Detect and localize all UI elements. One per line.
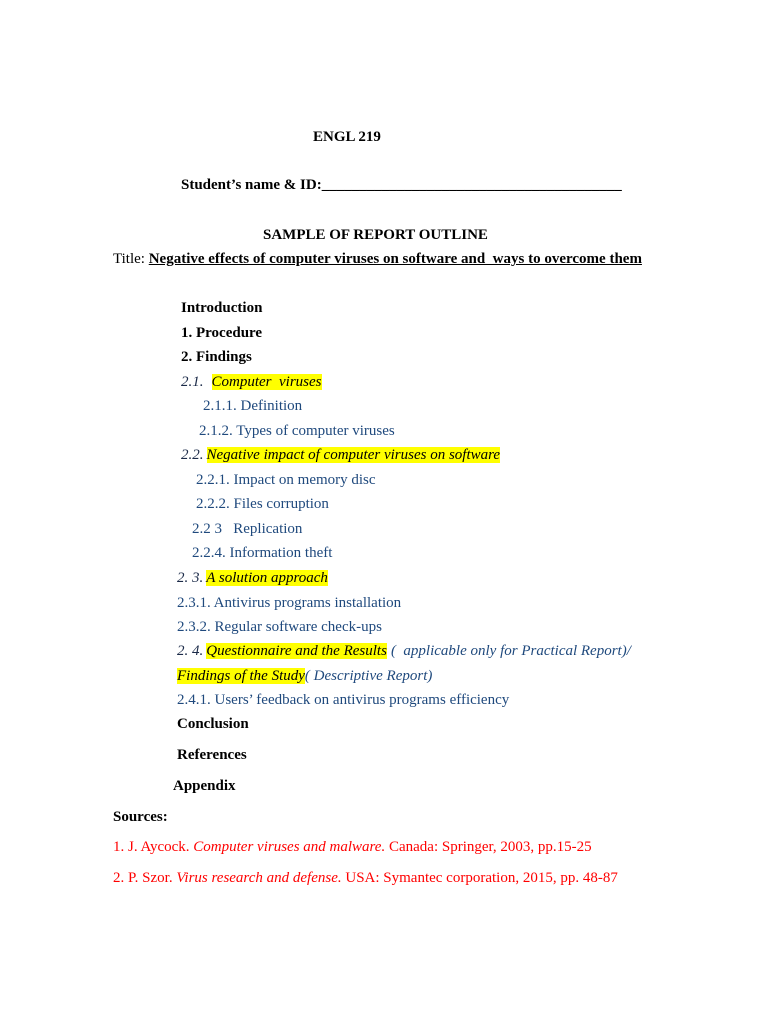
source-details: USA: Symantec corporation, 2015, pp. 48-87 xyxy=(341,870,618,886)
outline-item-2-3-2: 2.3.2. Regular software check-ups xyxy=(177,619,382,635)
report-title-line xyxy=(113,249,642,269)
section-number: 2.2. xyxy=(181,447,204,463)
outline-section-2-4-alt xyxy=(177,666,432,686)
outline-conclusion: Conclusion xyxy=(177,716,249,732)
highlighted-section-title: Questionnaire and the Results xyxy=(206,643,387,659)
outline-procedure: 1. Procedure xyxy=(181,325,263,341)
section-number: 2. 3. xyxy=(177,570,204,586)
section-number: 2. 4. xyxy=(177,643,204,659)
source-number: 1. xyxy=(113,839,125,855)
section-note: ( applicable only for Practical Report)/ xyxy=(390,643,631,659)
highlighted-section-title: A solution approach xyxy=(206,570,328,586)
outline-item-2-2-1: 2.2.1. Impact on memory disc xyxy=(196,472,376,488)
outline-section-2-3 xyxy=(177,568,328,588)
outline-item-2-2-3: 2.2 3 Replication xyxy=(192,521,303,537)
source-author: J. Aycock. xyxy=(124,839,194,855)
outline-item-2-2-2: 2.2.2. Files corruption xyxy=(196,496,329,512)
highlighted-section-title: Computer viruses xyxy=(211,374,322,390)
sources-heading: Sources: xyxy=(113,809,168,825)
outline-item-2-1-1: 2.1.1. Definition xyxy=(203,398,303,414)
title-label: Title: xyxy=(113,251,149,267)
source-work-title: Computer viruses and malware. xyxy=(193,839,386,855)
highlighted-section-title: Negative impact of computer viruses on software xyxy=(206,447,501,463)
highlighted-section-title: Findings of the Study xyxy=(177,668,305,684)
source-work-title: Virus research and defense. xyxy=(176,870,342,886)
section-note: ( Descriptive Report) xyxy=(304,668,433,684)
outline-item-2-3-1: 2.3.1. Antivirus programs installation xyxy=(177,595,402,611)
section-number: 2.1. xyxy=(181,374,204,390)
source-item xyxy=(113,868,618,888)
document-heading: SAMPLE OF REPORT OUTLINE xyxy=(263,227,488,243)
outline-section-2-2 xyxy=(181,445,500,465)
outline-section-2-1 xyxy=(181,372,322,392)
student-name-id-line: Student’s name & ID:________________________________________ xyxy=(181,177,622,193)
outline-section-2-4 xyxy=(177,641,631,661)
outline-introduction: Introduction xyxy=(181,300,263,316)
outline-findings: 2. Findings xyxy=(181,349,252,365)
outline-appendix: Appendix xyxy=(173,778,236,794)
course-code: ENGL 219 xyxy=(313,129,381,145)
outline-item-2-1-2: 2.1.2. Types of computer viruses xyxy=(199,423,395,439)
report-title: Negative effects of computer viruses on software and ways to overcome them xyxy=(148,251,642,267)
source-item xyxy=(113,837,592,857)
outline-item-2-2-4: 2.2.4. Information theft xyxy=(192,545,333,561)
source-author: P. Szor. xyxy=(124,870,177,886)
source-number: 2. xyxy=(113,870,125,886)
source-details: Canada: Springer, 2003, pp.15-25 xyxy=(385,839,592,855)
outline-item-2-4-1: 2.4.1. Users’ feedback on antivirus programs efficiency xyxy=(177,692,510,708)
outline-references: References xyxy=(177,747,247,763)
